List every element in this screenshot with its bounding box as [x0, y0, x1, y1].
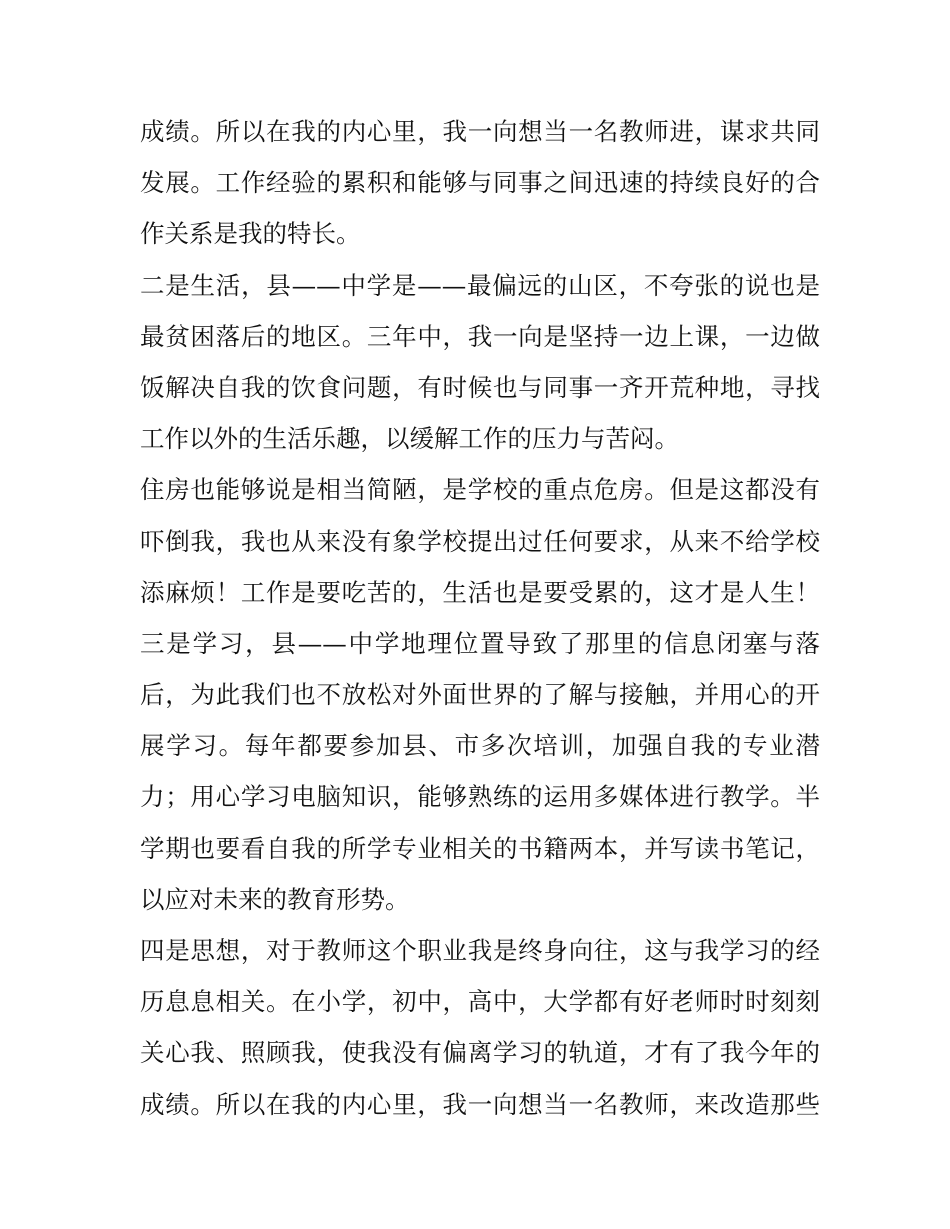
text-line: 后，为此我们也不放松对外面世界的了解与接触，并用心的开: [140, 680, 820, 710]
text-line: 成绩。所以在我的内心里，我一向想当一名教师进，谋求共同: [140, 117, 820, 146]
text-line: 二是生活，县——中学是——最偏远的山区，不夸张的说也是: [140, 270, 820, 300]
text-line: 学期也要看自我的所学专业相关的书籍两本，并写读书笔记，: [140, 833, 820, 863]
text-line: 作关系是我的特长。: [140, 219, 361, 249]
text-line: 添麻烦！工作是要吃苦的，生活也是要受累的，这才是人生！: [140, 577, 820, 607]
text-line: 工作以外的生活乐趣，以缓解工作的压力与苦闷。: [140, 424, 679, 454]
text-line: 住房也能够说是相当简陋，是学校的重点危房。但是这都没有: [140, 475, 820, 505]
text-line: 四是思想，对于教师这个职业我是终身向往，这与我学习的经: [140, 936, 820, 965]
text-line: 力；用心学习电脑知识，能够熟练的运用多媒体进行教学。半: [140, 782, 820, 812]
text-line: 历息息相关。在小学，初中，高中，大学都有好老师时时刻刻: [140, 987, 820, 1017]
text-line: 展学习。每年都要参加县、市多次培训，加强自我的专业潜: [140, 731, 820, 761]
text-line: 成绩。所以在我的内心里，我一向想当一名教师，来改造那些: [140, 1089, 820, 1119]
text-line: 关心我、照顾我，使我没有偏离学习的轨道，才有了我今年的: [140, 1038, 820, 1068]
text-line: 以应对未来的教育形势。: [140, 884, 410, 914]
text-line: 吓倒我，我也从来没有象学校提出过任何要求，从来不给学校: [140, 526, 820, 556]
text-line: 发展。工作经验的累积和能够与同事之间迅速的持续良好的合: [140, 168, 820, 198]
text-line: 三是学习，县——中学地理位置导致了那里的信息闭塞与落: [140, 628, 820, 658]
text-line: 最贫困落后的地区。三年中，我一向是坚持一边上课，一边做: [140, 321, 820, 351]
document-body: [140, 106, 820, 1130]
text-line: 饭解决自我的饮食问题，有时候也与同事一齐开荒种地，寻找: [140, 372, 820, 402]
